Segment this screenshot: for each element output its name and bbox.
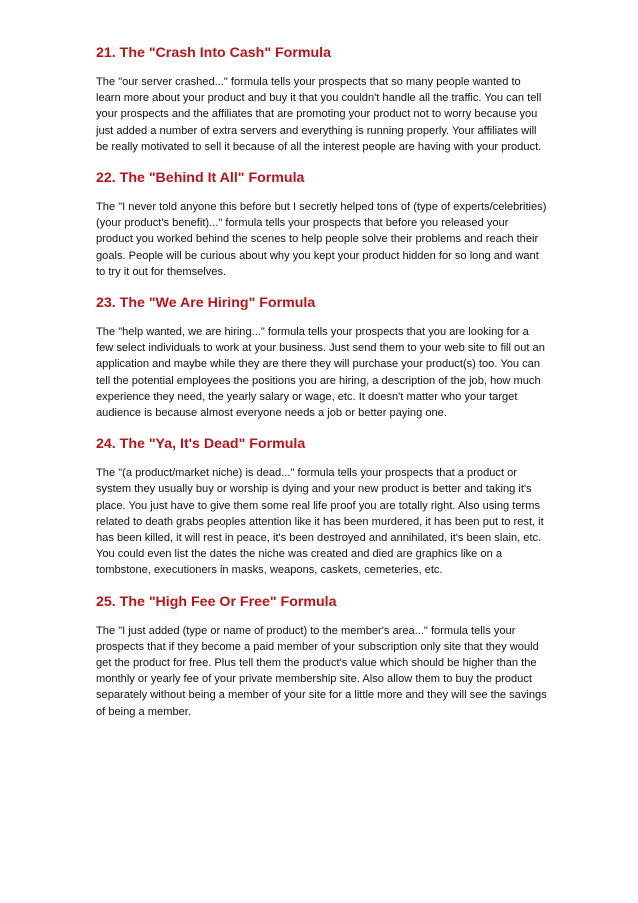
section-body: The "(a product/market niche) is dead..." formula tells your prospects that a product or system they usually buy or worship is dying and your new product is better and taking it's place. You just have to give them some real life proof you are totally right. Also using terms related to death grabs peoples attention like it has been murdered, it has been put to rest, it has been killed, it will rest in peace, it's been destroyed and annihilated, it's been slain, etc. You could even list the dates the niche was created and died are graphics like on a tombstone, executioners in masks, weapons, caskets, cemeteries, etc.: [96, 467, 544, 577]
page-content: [96, 44, 548, 720]
formula-section-22: [96, 169, 548, 280]
section-heading: 25. The "High Fee Or Free" Formula: [96, 593, 337, 610]
formula-section-21: [96, 44, 548, 155]
formula-section-24: [96, 435, 548, 578]
formula-section-25: [96, 593, 548, 720]
section-body: The "help wanted, we are hiring..." formula tells your prospects that you are looking for a few select individuals to work at your business. Just send them to your web site to fill out an application and maybe while they are there they will purchase your product(s) too. You can tell the potential employees the positions you are hiring, a description of the job, how much experience they need, the yearly salary or wage, etc. It doesn't matter who your target audience is because almost everyone needs a job or better paying one.: [96, 326, 545, 420]
section-heading: 22. The "Behind It All" Formula: [96, 170, 305, 187]
section-heading: 23. The "We Are Hiring" Formula: [96, 295, 316, 312]
section-body: The "I just added (type or name of product) to the member's area..." formula tells your prospects that if they become a paid member of your subscription only site that they would get the product for free. Plus tell them the product's value which should be higher than the monthly or yearly fee of your private membership site. Also allow them to buy the product separately without being a member of your site for a little more and they will see the savings of being a member.: [96, 624, 547, 718]
section-heading: 24. The "Ya, It's Dead" Formula: [96, 436, 306, 453]
section-body: The "our server crashed..." formula tells your prospects that so many people wanted to learn more about your product and buy it that you couldn't handle all the traffic. You can tell your prospects and the affiliates that are promoting your product not to worry because you just added a number of extra servers and everything is running properly. Your affiliates will be really motivated to sell it because of all the interest people are having with your product.: [96, 76, 542, 153]
section-body: The "I never told anyone this before but I secretly helped tons of (type of experts/celebrities) (your product's benefit)..." formula tells your prospects that before you released your product you worked behind the scenes to help people solve their problems and reach their goals. People will be curious about why you kept your product hidden for so long and want to try it out for themselves.: [96, 201, 547, 278]
section-heading: 21. The "Crash Into Cash" Formula: [96, 45, 331, 61]
formula-section-23: [96, 294, 548, 421]
